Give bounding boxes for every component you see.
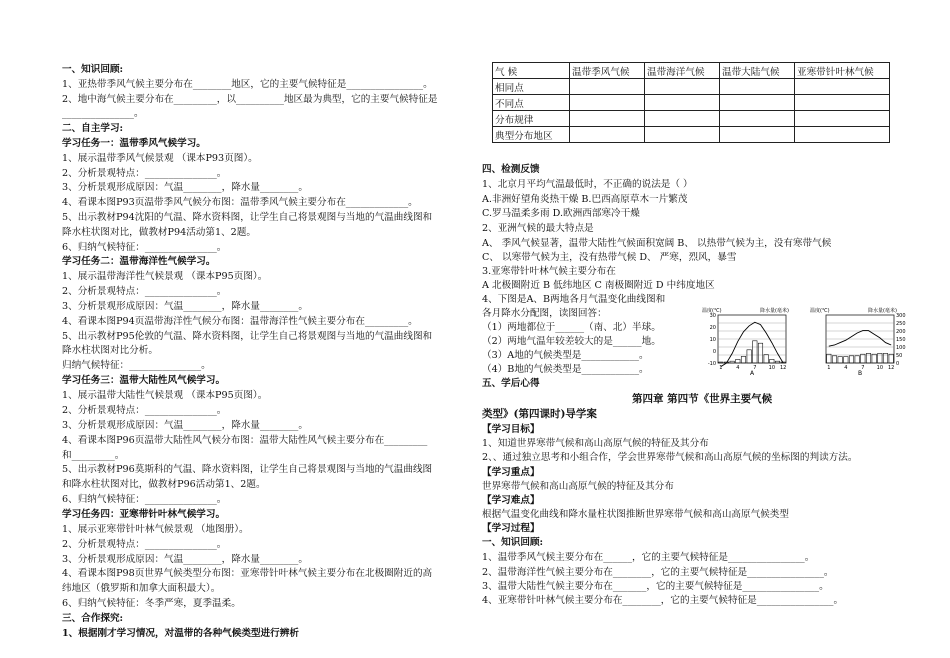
x-tick-label: 7 bbox=[753, 365, 757, 371]
table-cell[interactable] bbox=[720, 79, 795, 95]
right-line: 各月降水分配图，读图回答： bbox=[482, 308, 607, 319]
table-row bbox=[493, 111, 890, 127]
precip-bar bbox=[889, 354, 893, 363]
right-line: 一、知识回顾: bbox=[482, 537, 544, 548]
chart-a bbox=[700, 305, 810, 375]
right-line: 4、亚寒带针叶林气候主要分布在________，它的主要气候特征是________________。 bbox=[482, 595, 844, 606]
left-line: 6、归纳气候特征：冬季严寒，夏季温柔。 bbox=[62, 598, 241, 609]
right-line: 四、检测反馈 bbox=[482, 164, 540, 175]
left-line: 降水柱状图对比分析。 bbox=[62, 345, 158, 356]
left-line: 1、展示亚寒带针叶林气候景观 （地图册）。 bbox=[62, 524, 249, 535]
table-cell[interactable] bbox=[720, 127, 795, 143]
left-line: 学习任务四：亚寒带针叶林气候学习。 bbox=[62, 509, 226, 520]
precip-bar bbox=[741, 356, 745, 363]
table-header-cell: 温带海洋气候 bbox=[645, 63, 720, 79]
comparison-table bbox=[492, 62, 890, 143]
right-line: A 北极圈附近 B 低纬地区 C 南极圈附近 D 中纬度地区 bbox=[482, 280, 715, 291]
left-line: 学习任务三：温带大陆性风气候学习。 bbox=[62, 375, 226, 386]
table-cell[interactable] bbox=[795, 127, 890, 143]
right-line: A、 季风气候显著，温带大陆性气候面积宽阔 B、 以热带气候为主，没有寒带气候 bbox=[482, 238, 832, 249]
precip-bar bbox=[861, 354, 865, 363]
table-cell[interactable] bbox=[795, 79, 890, 95]
y2-tick-label: 150 bbox=[896, 337, 906, 343]
right-line: C.罗马温柔多雨 D.欧洲西部寒冷干燥 bbox=[482, 208, 640, 219]
x-tick-label: 10 bbox=[876, 365, 884, 371]
x-tick-label: 7 bbox=[861, 365, 865, 371]
right-line: （1）两地都位于______（南、北）半球。 bbox=[482, 322, 661, 333]
left-line: 1、根据刚才学习情况，对温带的各种气候类型进行辨析 bbox=[62, 628, 299, 639]
x-tick-label: 10 bbox=[768, 365, 776, 371]
right-line: 第四章 第四节《世界主要气候 bbox=[632, 393, 773, 405]
right-line: （2）两地气温年较差较大的是______地。 bbox=[482, 336, 661, 347]
table-cell[interactable] bbox=[795, 95, 890, 111]
left-line: 和降水柱状图对比，做教材P96活动第1、2题。 bbox=[62, 479, 266, 490]
left-line: 1、亚热带季风气候主要分布在________地区，它的主要气候特征是________________。 bbox=[62, 79, 433, 90]
y2-tick-label: 200 bbox=[896, 329, 906, 335]
table-cell[interactable] bbox=[645, 127, 720, 143]
precip-bar bbox=[770, 359, 774, 363]
y2-axis-label: 降水量(毫米) bbox=[760, 308, 789, 314]
y-tick-label: 10 bbox=[709, 337, 716, 343]
left-line: 三、合作探究: bbox=[62, 613, 124, 624]
left-line: 6、归纳气候特征：_______________。 bbox=[62, 494, 227, 505]
left-line: 5、出示教材P94沈阳的气温、降水资料图，让学生自己将景观图与当地的气温曲线图和 bbox=[62, 212, 433, 223]
left-line: 5、出示教材P95伦敦的气温、降水资料图，让学生自己将景观图与当地的气温曲线图和 bbox=[62, 331, 433, 342]
precip-bar bbox=[855, 356, 859, 363]
right-line: C、 以寒带气候为主，没有热带气候 D、 严寒，烈风，暴雪 bbox=[482, 252, 737, 263]
left-line: 和_________。 bbox=[62, 450, 125, 461]
right-line: 【学习难点】 bbox=[482, 495, 540, 506]
table-row bbox=[493, 127, 890, 143]
right-line: 五、学后心得 bbox=[482, 378, 540, 389]
left-line: 一、知识回顾: bbox=[62, 64, 124, 75]
precip-bar bbox=[832, 356, 836, 363]
left-line: 纬地区（俄罗斯和加拿大面积最大）。 bbox=[62, 583, 221, 594]
table-cell[interactable] bbox=[795, 111, 890, 127]
table-cell[interactable] bbox=[570, 79, 645, 95]
left-line: 3、分析景观形成原因：气温________，降水量________。 bbox=[62, 554, 308, 565]
y-axis-label: 温度(℃) bbox=[810, 308, 830, 314]
right-line: 3、温带大陆性气候主要分布在_______，它的主要气候特征是________________。 bbox=[482, 581, 829, 592]
right-line: 类型》(第四课时)导学案 bbox=[482, 408, 597, 420]
precip-bar bbox=[866, 353, 870, 363]
right-line: 1、北京月平均气温最低时，不正确的说法是（ ） bbox=[482, 179, 693, 190]
left-line: 4、看课本图P98页世界气候类型分布图：亚寒带针叶林气候主要分布在北极圈附近的高 bbox=[62, 568, 433, 579]
left-line: 4、看课本图P96页温带大陆性风气候分布图：温带大陆性风气候主要分布在_________ bbox=[62, 435, 428, 446]
precip-bar bbox=[838, 357, 842, 363]
table-cell[interactable] bbox=[645, 111, 720, 127]
x-tick-label: 1 bbox=[827, 365, 831, 371]
precip-bar bbox=[764, 355, 768, 363]
right-line: 【学习过程】 bbox=[482, 523, 540, 534]
y-tick-label: 30 bbox=[709, 313, 716, 319]
left-line: 1、展示温带季风气候景观 （课本P93页图）。 bbox=[62, 153, 258, 164]
precip-bar bbox=[758, 343, 762, 363]
precip-bar bbox=[883, 353, 887, 363]
right-line: 世界寒带气候和高山高原气候的特征及其分布 bbox=[482, 481, 674, 492]
y-tick-label: 0 bbox=[712, 349, 716, 355]
left-line: 2、分析景观特点：_______________。 bbox=[62, 539, 227, 550]
y-tick-label: 20 bbox=[709, 325, 716, 331]
table-cell[interactable] bbox=[645, 79, 720, 95]
chart-b bbox=[808, 305, 918, 375]
y2-tick-label: 50 bbox=[896, 353, 903, 359]
right-line: （4）B地的气候类型是____________。 bbox=[482, 364, 649, 375]
table-row bbox=[493, 79, 890, 95]
table-cell[interactable] bbox=[720, 95, 795, 111]
x-tick-label: 1 bbox=[719, 365, 723, 371]
left-line: 2、地中海气候主要分布在_________，以__________地区最为典型，它的主要气候特征是 bbox=[62, 94, 438, 105]
table-cell[interactable] bbox=[570, 111, 645, 127]
y2-tick-label: 100 bbox=[896, 345, 906, 351]
left-line: 归纳气候特征：_______________。 bbox=[62, 360, 211, 371]
precip-bar bbox=[849, 356, 853, 363]
y2-axis-label: 降水量(毫米) bbox=[868, 308, 897, 314]
left-line: 4、看课本图P93页温带季风气候分布图：温带季风气候主要分布在_____________。 bbox=[62, 197, 418, 208]
right-line: 2、亚洲气候的最大特点是 bbox=[482, 223, 594, 234]
left-line: 5、出示教材P96莫斯科的气温、降水资料图，让学生自己将景观图与当地的气温曲线图 bbox=[62, 464, 433, 475]
table-row-label: 相同点 bbox=[493, 79, 570, 95]
left-line: _______________。 bbox=[62, 108, 144, 119]
left-line: 二、自主学习: bbox=[62, 123, 124, 134]
left-line: 1、展示温带大陆性气候景观 （课本P95页图）。 bbox=[62, 390, 268, 401]
x-tick-label: 4 bbox=[844, 365, 848, 371]
left-line: 3、分析景观形成原因：气温________，降水量________。 bbox=[62, 182, 308, 193]
table-row-label: 不同点 bbox=[493, 95, 570, 111]
right-line: 4、下图是A、B两地各月气温变化曲线图和 bbox=[482, 294, 666, 305]
right-line: 【学习目标】 bbox=[482, 424, 540, 435]
precip-bar bbox=[730, 361, 734, 363]
table-row bbox=[493, 95, 890, 111]
left-line: 3、分析景观形成原因：气温________，降水量________。 bbox=[62, 301, 308, 312]
table-cell[interactable] bbox=[570, 127, 645, 143]
temp-line bbox=[829, 331, 891, 347]
y2-tick-label: 0 bbox=[896, 361, 900, 367]
left-line: 学习任务一：温带季风气候学习。 bbox=[62, 138, 206, 149]
table-cell[interactable] bbox=[720, 111, 795, 127]
left-line: 2、分析景观特点：_______________。 bbox=[62, 286, 227, 297]
precip-bar bbox=[844, 357, 848, 363]
right-line: 3.亚寒带针叶林气候主要分布在 bbox=[482, 266, 616, 277]
precip-bar bbox=[747, 350, 751, 363]
chart-title: B bbox=[857, 370, 863, 375]
right-line: 2、温带海洋性气候主要分布在________，它的主要气候特征是________________。 bbox=[482, 567, 834, 578]
table-row-label: 典型分布地区 bbox=[493, 127, 570, 143]
table-header-cell: 温带季风气候 bbox=[570, 63, 645, 79]
y-axis-label: 温度(℃) bbox=[702, 308, 722, 314]
right-line: 1、知道世界寒带气候和高山高原气候的特征及其分布 bbox=[482, 438, 709, 449]
table-cell[interactable] bbox=[645, 95, 720, 111]
right-line: 2、、通过独立思考和小组合作，学会世界寒带气候和高山高原气候的坐标图的判读方法。 bbox=[482, 452, 858, 463]
right-line: 根据气温变化曲线和降水量柱状图推断世界寒带气候和高山高原气候类型 bbox=[482, 509, 789, 520]
precip-bar bbox=[753, 341, 757, 363]
left-line: 1、展示温带海洋性气候景观 （课本P95页图）。 bbox=[62, 271, 268, 282]
right-line: （3）A地的气候类型是____________。 bbox=[482, 350, 649, 361]
precip-bar bbox=[775, 361, 779, 363]
x-tick-label: 12 bbox=[887, 365, 895, 371]
precip-bar bbox=[736, 359, 740, 363]
table-header-cell: 气 候 bbox=[493, 63, 570, 79]
left-line: 3、分析景观形成原因：气温________，降水量________。 bbox=[62, 420, 308, 431]
y-tick-label: -10 bbox=[707, 361, 716, 367]
table-row-label: 分布规律 bbox=[493, 111, 570, 127]
y2-tick-label: 250 bbox=[896, 321, 906, 327]
precip-bar bbox=[827, 354, 831, 363]
right-line: 【学习重点】 bbox=[482, 467, 540, 478]
left-line: 2、分析景观特点：_______________。 bbox=[62, 405, 227, 416]
left-line: 6、归纳气候特征：_______________。 bbox=[62, 242, 227, 253]
left-line: 降水柱状图对比，做教材P94活动第1、2题。 bbox=[62, 227, 256, 238]
left-line: 2、分析景观特点：_______________。 bbox=[62, 168, 227, 179]
right-line: A.非洲好望角炎热干燥 B.巴西高原草木一片繁茂 bbox=[482, 194, 688, 205]
left-line: 4、看课本图P94页温带海洋性气候分布图：温带海洋性气候主要分布在_________。 bbox=[62, 316, 418, 327]
table-header-cell: 温带大陆气候 bbox=[720, 63, 795, 79]
left-line: 学习任务二：温带海洋性气候学习。 bbox=[62, 256, 216, 267]
precip-bar bbox=[878, 353, 882, 363]
precip-bar bbox=[719, 362, 723, 363]
y2-tick-label: 300 bbox=[896, 313, 906, 319]
table-header-cell: 亚寒带针叶林气候 bbox=[795, 63, 890, 79]
chart-title: A bbox=[749, 370, 755, 375]
precip-bar bbox=[872, 354, 876, 363]
x-tick-label: 4 bbox=[736, 365, 740, 371]
x-tick-label: 12 bbox=[779, 365, 787, 371]
table-cell[interactable] bbox=[570, 95, 645, 111]
right-line: 1、温带季风气候主要分布在______，它的主要气候特征是________________。 bbox=[482, 552, 815, 563]
